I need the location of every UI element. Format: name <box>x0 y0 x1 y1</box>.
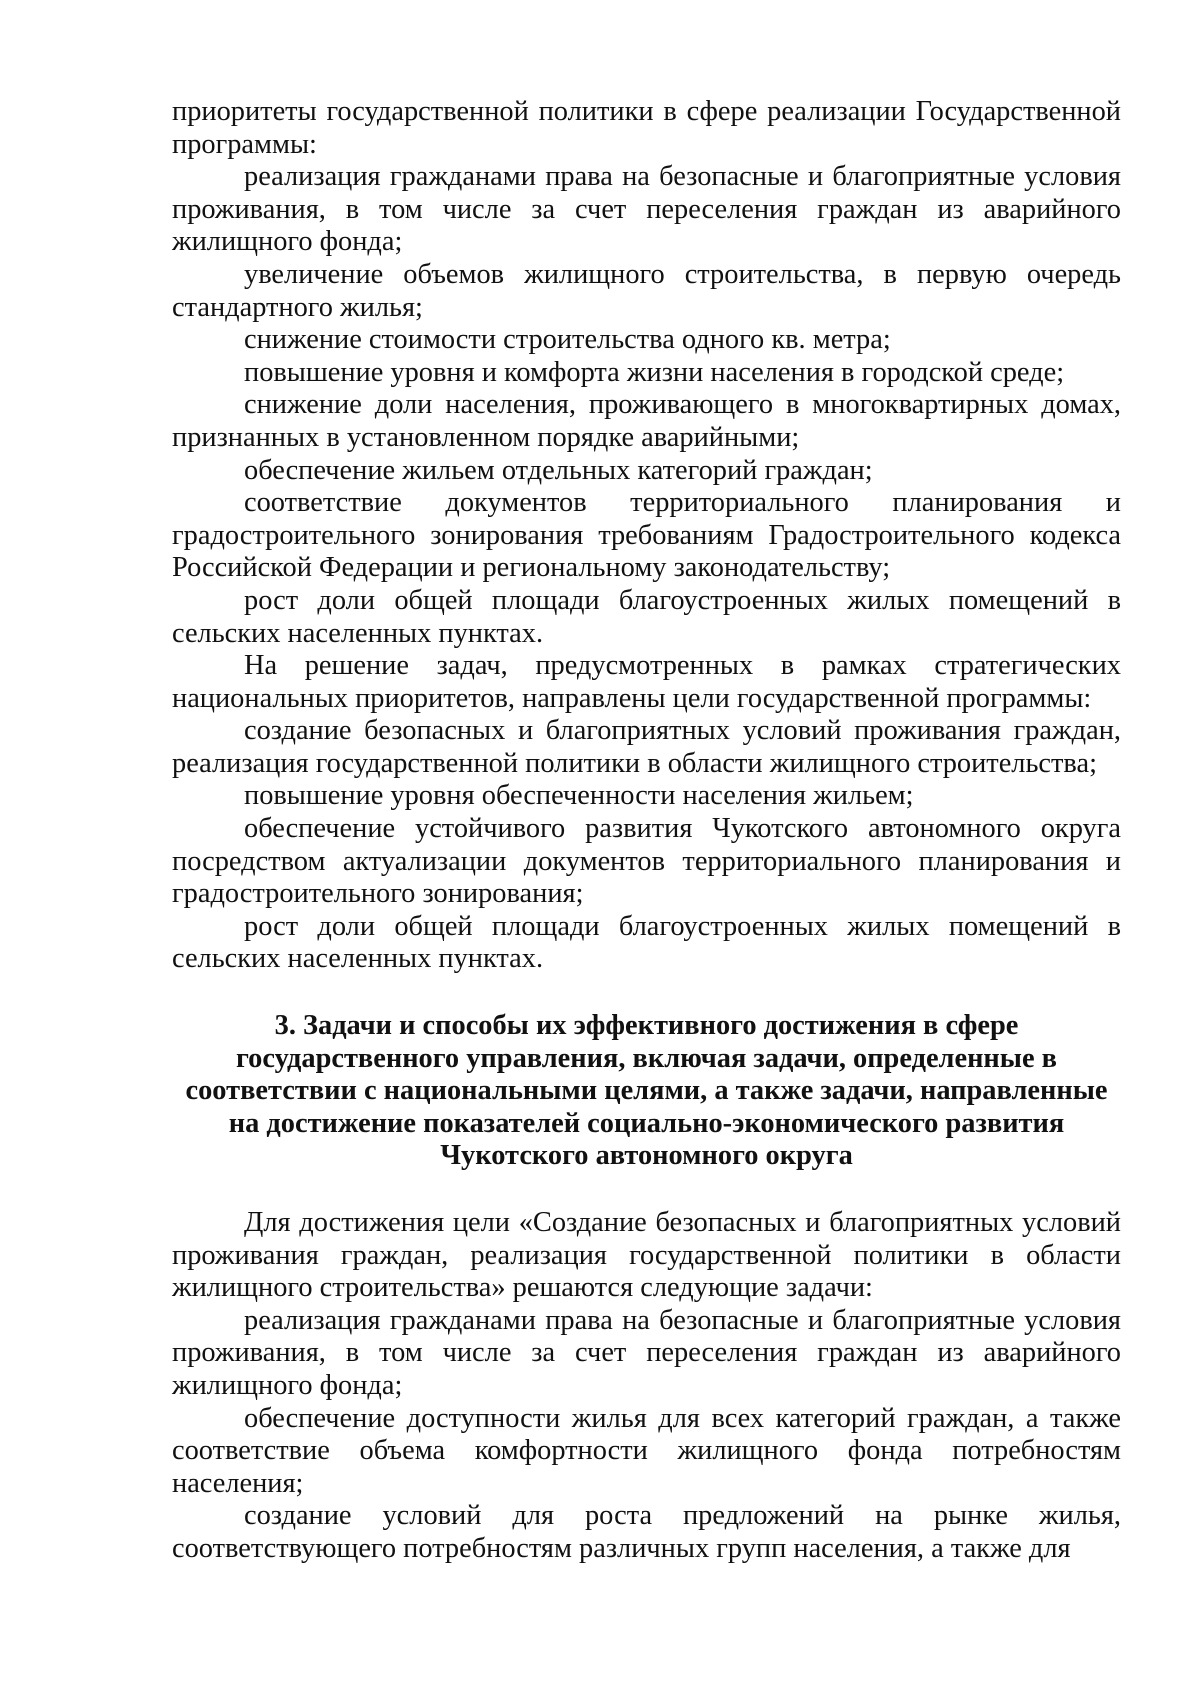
paragraph: обеспечение жильем отдельных категорий граждан; <box>244 454 873 486</box>
paragraph: обеспечение доступности жилья для всех категорий граждан, а также соответствие объема комфортности жилищного фонда потребностям населения; <box>172 1402 1121 1499</box>
paragraph: повышение уровня и комфорта жизни населения в городской среде; <box>244 356 1065 388</box>
paragraph: создание безопасных и благоприятных условий проживания граждан, реализация государственной политики в области жилищного строительства; <box>172 715 1121 779</box>
paragraph: соответствие документов территориального планирования и градостроительного зонирования требованиям Градостроительного кодекса Российской Федерации и региональному законодательству; <box>172 487 1121 584</box>
heading-line: государственного управления, включая задачи, определенные в <box>236 1042 1057 1074</box>
paragraph: реализация гражданами права на безопасные и благоприятные условия проживания, в том числе за счет переселения граждан из аварийного жилищного фонда; <box>172 1304 1121 1401</box>
heading-line: 3. Задачи и способы их эффективного достижения в сфере <box>274 1010 1019 1042</box>
paragraph: реализация гражданами права на безопасные и благоприятные условия проживания, в том числе за счет переселения граждан из аварийного жилищного фонда; <box>172 161 1121 258</box>
paragraph: приоритеты государственной политики в сфере реализации Государственной программы: <box>172 96 1121 160</box>
intro-section <box>172 96 1121 976</box>
paragraph: На решение задач, предусмотренных в рамках стратегических национальных приоритетов, направлены цели государственной программы: <box>172 650 1121 714</box>
paragraph: рост доли общей площади благоустроенных жилых помещений в сельских населенных пунктах. <box>172 584 1121 649</box>
paragraph: рост доли общей площади благоустроенных жилых помещений в сельских населенных пунктах. <box>172 910 1121 975</box>
paragraph: снижение доли населения, проживающего в многоквартирных домах, признанных в установленном порядке аварийными; <box>172 389 1121 453</box>
paragraph: создание условий для роста предложений на рынке жилья, соответствующего потребностям различных групп населения, а также для <box>172 1500 1121 1564</box>
section-body <box>172 1207 1121 1566</box>
heading-line: на достижение показателей социально-экономического развития <box>228 1107 1065 1139</box>
paragraph: увеличение объемов жилищного строительства, в первую очередь стандартного жилья; <box>172 258 1121 323</box>
heading-line: Чукотского автономного округа <box>440 1140 853 1172</box>
section-heading <box>172 1010 1121 1173</box>
paragraph: обеспечение устойчивого развития Чукотского автономного округа посредством актуализации документов территориального планирования и градостроительного зонирования; <box>172 813 1121 910</box>
paragraph: Для достижения цели «Создание безопасных и благоприятных условий проживания граждан, реализация государственной политики в области жилищного строительства» решаются следующие задачи: <box>172 1207 1121 1304</box>
paragraph: снижение стоимости строительства одного кв. метра; <box>244 324 891 356</box>
paragraph: повышение уровня обеспеченности населения жильем; <box>244 780 914 812</box>
document-page <box>172 96 1121 1566</box>
heading-line: соответствии с национальными целями, а также задачи, направленные <box>185 1075 1108 1107</box>
